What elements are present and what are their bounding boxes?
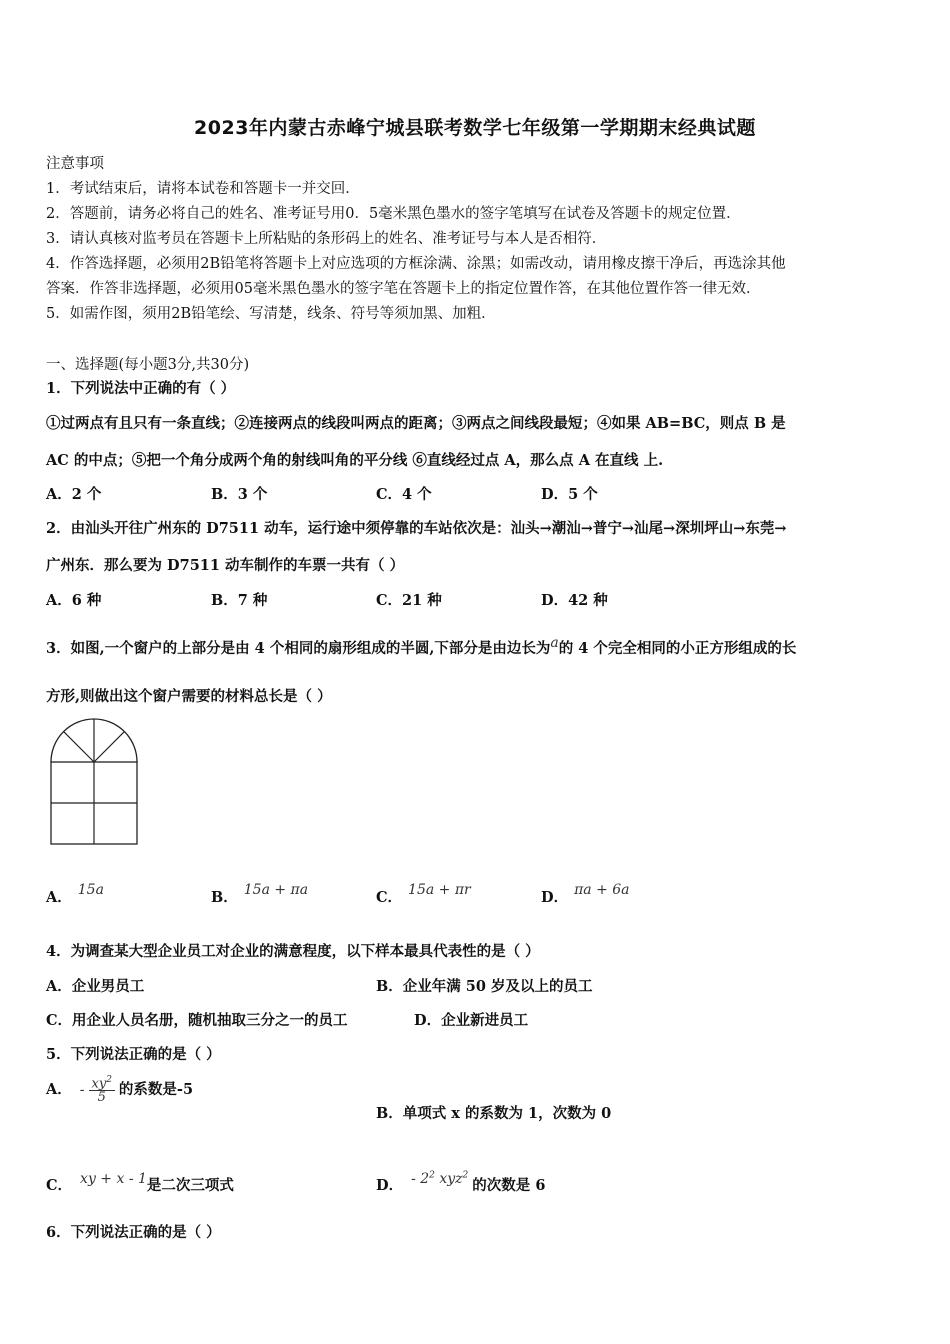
window-arch-radius-left: [64, 732, 94, 762]
q5-option-d-label: D．: [376, 1177, 404, 1194]
q3-line-1-part-b: 的 4 个完全相同的小正方形组成的长: [558, 639, 797, 657]
q3-option-b[interactable]: [211, 882, 309, 907]
q5-option-d-expr-base: - 2: [411, 1171, 430, 1187]
q4-stem: 4．为调查某大型企业员工对企业的满意程度，以下样本最具代表性的是（ ）: [46, 943, 540, 960]
note-item-4: 4．作答选择题，必须用2B铅笔将答题卡上对应选项的方框涂满、涂黑；如需改动，请用橡皮擦干净后，再选涂其他: [46, 256, 786, 272]
q2-line-2: 广州东．那么要为 D7511 动车制作的车票一共有（ ）: [46, 557, 405, 574]
q3-option-c[interactable]: [376, 882, 471, 907]
q1-line-1: ①过两点有且只有一条直线；②连接两点的线段叫两点的距离；③两点之间线段最短；④如果 AB=BC，则点 B 是: [46, 415, 786, 432]
q5-option-c-label: C．: [46, 1177, 73, 1194]
q1-option-c[interactable]: C．4 个: [376, 486, 432, 503]
q5-option-a-label: A．: [46, 1080, 72, 1098]
note-item-1: 1．考试结束后，请将本试卷和答题卡一并交回．: [46, 181, 360, 197]
page-title: 2023年内蒙古赤峰宁城县联考数学七年级第一学期期末经典试题: [194, 117, 756, 139]
q3-line-1-part-a: 3．如图,一个窗户的上部分是由 4 个相同的扇形组成的半圆,下部分是由边长为: [46, 639, 551, 657]
q1-option-a[interactable]: A．2 个: [46, 486, 102, 503]
q3-option-d-expr: πa + 6a: [574, 882, 630, 898]
q3-option-b-label: B．: [211, 889, 238, 906]
q5-option-d-exp-2: 2: [462, 1170, 469, 1181]
q3-option-d-label: D．: [541, 889, 569, 906]
q1-option-d[interactable]: D．5 个: [541, 486, 598, 503]
q3-line-2: 方形,则做出这个窗户需要的材料总长是（ ）: [46, 688, 332, 705]
q5-option-a-num-text: xy: [91, 1076, 107, 1092]
q5-option-d[interactable]: [376, 1167, 546, 1194]
q3-option-b-expr: 15a + πa: [243, 882, 309, 898]
notes-heading: 注意事项: [46, 156, 104, 172]
q2-option-a[interactable]: A．6 种: [46, 592, 102, 609]
q5-option-a-sign: -: [79, 1082, 85, 1099]
q1-stem: 1．下列说法中正确的有（ ）: [46, 380, 236, 397]
note-item-4-cont: 答案．作答非选择题，必须用05毫米黑色墨水的签字笔在答题卡上的指定位置作答，在其他位置作答一律无效．: [46, 281, 761, 297]
q2-option-c[interactable]: C．21 种: [376, 592, 442, 609]
q3-option-a-label: A．: [46, 889, 72, 906]
q3-option-c-label: C．: [376, 889, 403, 906]
q6-stem: 6．下列说法正确的是（ ）: [46, 1224, 221, 1241]
note-item-2: 2．答题前，请务必将自己的姓名、准考证号用0．5毫米黑色墨水的签字笔填写在试卷及答题卡的规定位置．: [46, 206, 741, 222]
q3-option-a-expr: 15a: [77, 882, 104, 898]
q5-option-a[interactable]: [46, 1076, 193, 1104]
q5-stem: 5．下列说法正确的是（ ）: [46, 1046, 221, 1063]
q5-option-c-text: 是二次三项式: [146, 1177, 234, 1194]
window-arch-radius-right: [94, 732, 124, 762]
q5-option-d-text: 的次数是 6: [472, 1177, 546, 1194]
q4-option-a[interactable]: A．企业男员工: [46, 978, 145, 995]
q5-option-d-expr-var: xyz: [434, 1171, 463, 1187]
q5-option-a-denominator: 5: [97, 1090, 106, 1106]
q3-line-1: [46, 635, 796, 658]
q5-option-d-expr: [411, 1171, 468, 1187]
q3-option-c-expr: 15a + πr: [408, 882, 471, 898]
q5-option-a-text: 的系数是-5: [118, 1080, 194, 1098]
q5-option-a-fraction: [89, 1076, 115, 1104]
q5-option-c-expr: xy + x - 1: [80, 1171, 147, 1187]
q2-option-b[interactable]: B．7 种: [211, 592, 268, 609]
q2-option-d[interactable]: D．42 种: [541, 592, 608, 609]
q5-option-a-num-exp: 2: [106, 1075, 112, 1085]
q5-option-b[interactable]: B．单项式 x 的系数为 1，次数为 0: [376, 1105, 612, 1122]
note-item-5: 5．如需作图，须用2B铅笔绘、写清楚，线条、符号等须加黑、加粗．: [46, 306, 496, 322]
q4-option-b[interactable]: B．企业年满 50 岁及以上的员工: [376, 978, 593, 995]
q3-option-d[interactable]: [541, 882, 630, 907]
section-heading: 一、选择题(每小题3分,共30分): [46, 357, 250, 373]
q5-option-c[interactable]: [46, 1167, 234, 1194]
window-figure: [46, 714, 142, 848]
q2-line-1: 2．由汕头开往广州东的 D7511 动车，运行途中须停靠的车站依次是：汕头→潮汕→普宁→汕尾→深圳坪山→东莞→: [46, 520, 787, 537]
q4-option-c[interactable]: C．用企业人员名册，随机抽取三分之一的员工: [46, 1012, 348, 1029]
q1-line-2: AC 的中点；⑤把一个角分成两个角的射线叫角的平分线 ⑥直线经过点 A，那么点 A 在直线 上.: [46, 452, 664, 469]
q1-option-b[interactable]: B．3 个: [211, 486, 268, 503]
q3-variable-a: a: [550, 635, 559, 651]
q5-option-d-exp-1: 2: [429, 1170, 435, 1181]
q5-option-a-numerator: [89, 1076, 115, 1091]
note-item-3: 3．请认真核对监考员在答题卡上所粘贴的条形码上的姓名、准考证号与本人是否相符．: [46, 231, 607, 247]
q4-option-d[interactable]: D．企业新进员工: [414, 1012, 529, 1029]
q3-option-a[interactable]: [46, 882, 104, 907]
